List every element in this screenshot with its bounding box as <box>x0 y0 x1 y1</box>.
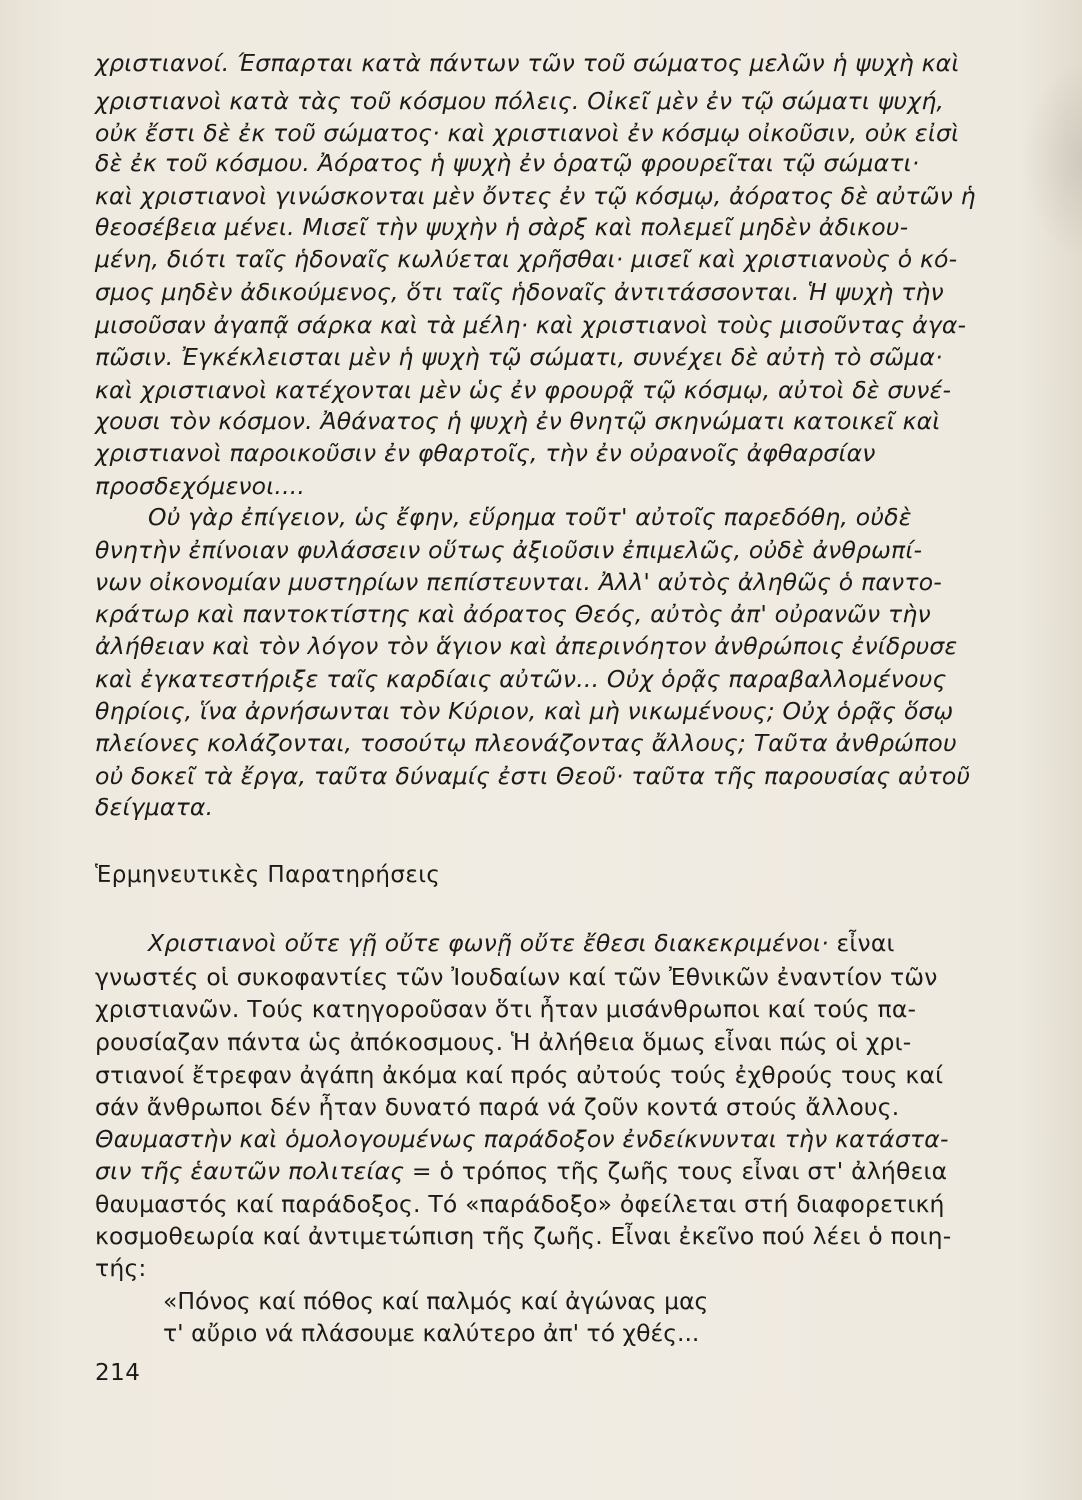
commentary-line: ρουσίαζαν πάντα ὡς ἀπόκοσμους. Ἡ ἀλήθεια ὅμως εἶναι πώς οἱ χρι- <box>95 1028 912 1056</box>
commentary-line: στιανοί ἔτρεφαν ἀγάπη ἀκόμα καί πρός αὐτούς τούς ἐχθρούς τους καί <box>95 1061 944 1089</box>
passage-line: καὶ ἐγκατεστήριξε ταῖς καρδίαις αὐτῶν... Οὐχ ὁρᾷς παραβαλλομένους <box>95 665 947 693</box>
commentary-line: τής: <box>95 1254 147 1282</box>
passage-line: θεοσέβεια μένει. Μισεῖ τὴν ψυχὴν ἡ σὰρξ καὶ πολεμεῖ μηδὲν ἀδικου- <box>95 213 909 241</box>
passage-line: καὶ χριστιανοὶ γινώσκονται μὲν ὄντες ἐν τῷ κόσμῳ, ἀόρατος δὲ αὐτῶν ἡ <box>95 182 976 210</box>
passage-line: χριστιανοί. Έσπαρται κατὰ πάντων τῶν τοῦ σώματος μελῶν ἡ ψυχὴ καὶ <box>95 49 960 77</box>
commentary-line: θαυμαστός καί παράδοξος. Τό «παράδοξο» ὀφείλεται στή διαφορετική <box>95 1190 945 1218</box>
commentary-quote: σιν τῆς ἑαυτῶν πολιτείας <box>95 1157 405 1185</box>
passage-line: οὐκ ἔστι δὲ ἐκ τοῦ σώματος· καὶ χριστιανοὶ ἐν κόσμῳ οἰκοῦσιν, οὐκ εἰσὶ <box>95 119 960 147</box>
page-edge-shadow <box>1022 60 1082 260</box>
poem-line: «Πόνος καί πόθος καί παλμός καί ἀγώνας μας <box>163 1287 709 1315</box>
passage-line: καὶ χριστιανοὶ κατέχονται μὲν ὡς ἐν φρουρᾷ τῷ κόσμῳ, αὐτοὶ δὲ συνέ- <box>95 376 952 404</box>
passage-line: δὲ ἐκ τοῦ κόσμου. Ἀόρατος ἡ ψυχὴ ἐν ὁρατῷ φρουρεῖται τῷ σώματι· <box>95 149 920 177</box>
commentary-line: Θαυμαστὴν καὶ ὁμολογουμένως παράδοξον ἐνδείκνυνται τὴν κατάστα- <box>95 1125 949 1153</box>
passage-line: δείγματα. <box>95 793 214 821</box>
passage-line: χουσι τὸν κόσμον. Ἀθάνατος ἡ ψυχὴ ἐν θνητῷ σκηνώματι κατοικεῖ καὶ <box>95 407 941 435</box>
commentary-line <box>95 1156 948 1186</box>
passage-line: θηρίοις, ἵνα ἀρνήσωνται τὸν Κύριον, καὶ μὴ νικωμένους; Οὐχ ὁρᾷς ὅσῳ <box>95 697 954 725</box>
poem-line: τ' αὔριο νά πλάσουμε καλύτερο ἀπ' τό χθές... <box>163 1319 700 1347</box>
passage-line: πλείονες κολάζονται, τοσούτῳ πλεονάζοντας ἄλλους; Ταῦτα ἀνθρώπου <box>95 729 957 757</box>
commentary-line <box>148 928 998 958</box>
passage-line: Οὐ γὰρ ἐπίγειον, ὡς ἔφην, εὕρημα τοῦτ' αὐτοῖς παρεδόθη, οὐδὲ <box>148 503 912 531</box>
passage-line: θνητὴν ἐπίνοιαν φυλάσσειν οὕτως ἀξιοῦσιν ἐπιμελῶς, οὐδὲ ἀνθρωπί- <box>95 536 923 564</box>
passage-line: νων οἰκονομίαν μυστηρίων πεπίστευνται. Ἀλλ' αὐτὸς ἀληθῶς ὁ παντο- <box>95 568 942 596</box>
commentary-quote: Χριστιανοὶ οὔτε γῇ οὔτε φωνῇ οὔτε ἔθεσι διακεκριμένοι· <box>148 929 829 957</box>
passage-line: μισοῦσαν ἀγαπᾷ σάρκα καὶ τὰ μέλη· καὶ χριστιανοὶ τοὺς μισοῦντας ἀγα- <box>95 311 967 339</box>
page-number: 214 <box>95 1360 141 1386</box>
commentary-text: εἶναι <box>828 929 895 957</box>
passage-line: χριστιανοὶ κατὰ τὰς τοῦ κόσμου πόλεις. Οἰκεῖ μὲν ἐν τῷ σώματι ψυχή, <box>95 87 945 115</box>
passage-line: χριστιανοὶ παροικοῦσιν ἐν φθαρτοῖς, τὴν ἐν οὐρανοῖς ἀφθαρσίαν <box>95 439 876 467</box>
commentary-line: κοσμοθεωρία καί ἀντιμετώπιση τῆς ζωῆς. Εἶναι ἐκεῖνο πού λέει ὁ ποιη- <box>95 1222 952 1250</box>
passage-line: ἀλήθειαν καὶ τὸν λόγον τὸν ἅγιον καὶ ἀπερινόητον ἀνθρώποις ἐνίδρυσε <box>95 632 958 660</box>
passage-line: σμος μηδὲν ἀδικούμενος, ὅτι ταῖς ἡδοναῖς ἀντιτάσσονται. Ἡ ψυχὴ τὴν <box>95 278 944 306</box>
passage-line: οὐ δοκεῖ τὰ ἔργα, ταῦτα δύναμίς ἐστι Θεοῦ· ταῦτα τῆς παρουσίας αὐτοῦ <box>95 762 971 790</box>
passage-line: προσδεχόμενοι.... <box>95 472 306 500</box>
passage-line: κράτωρ καὶ παντοκτίστης καὶ ἀόρατος Θεός, αὐτὸς ἀπ' οὐρανῶν τὴν <box>95 600 931 628</box>
section-heading: Ἑρμηνευτικὲς Παρατηρήσεις <box>95 862 441 888</box>
commentary-line: γνωστές οἱ συκοφαντίες τῶν Ἰουδαίων καί τῶν Ἐθνικῶν ἐναντίον τῶν <box>95 963 938 991</box>
commentary-text: = ὁ τρόπος τῆς ζωῆς τους εἶναι στ' ἀλήθεια <box>404 1157 948 1185</box>
commentary-line: σάν ἄνθρωποι δέν ἦταν δυνατό παρά νά ζοῦν κοντά στούς ἄλλους. <box>95 1093 900 1121</box>
passage-line: μένη, διότι ταῖς ἡδοναῖς κωλύεται χρῆσθαι· μισεῖ καὶ χριστιανοὺς ὁ κό- <box>95 245 958 273</box>
commentary-line: χριστιανῶν. Τούς κατηγοροῦσαν ὅτι ἦταν μισάνθρωποι καί τούς πα- <box>95 995 917 1023</box>
passage-line: πῶσιν. Ἐγκέκλεισται μὲν ἡ ψυχὴ τῷ σώματι, συνέχει δὲ αὐτὴ τὸ σῶμα· <box>95 343 943 371</box>
